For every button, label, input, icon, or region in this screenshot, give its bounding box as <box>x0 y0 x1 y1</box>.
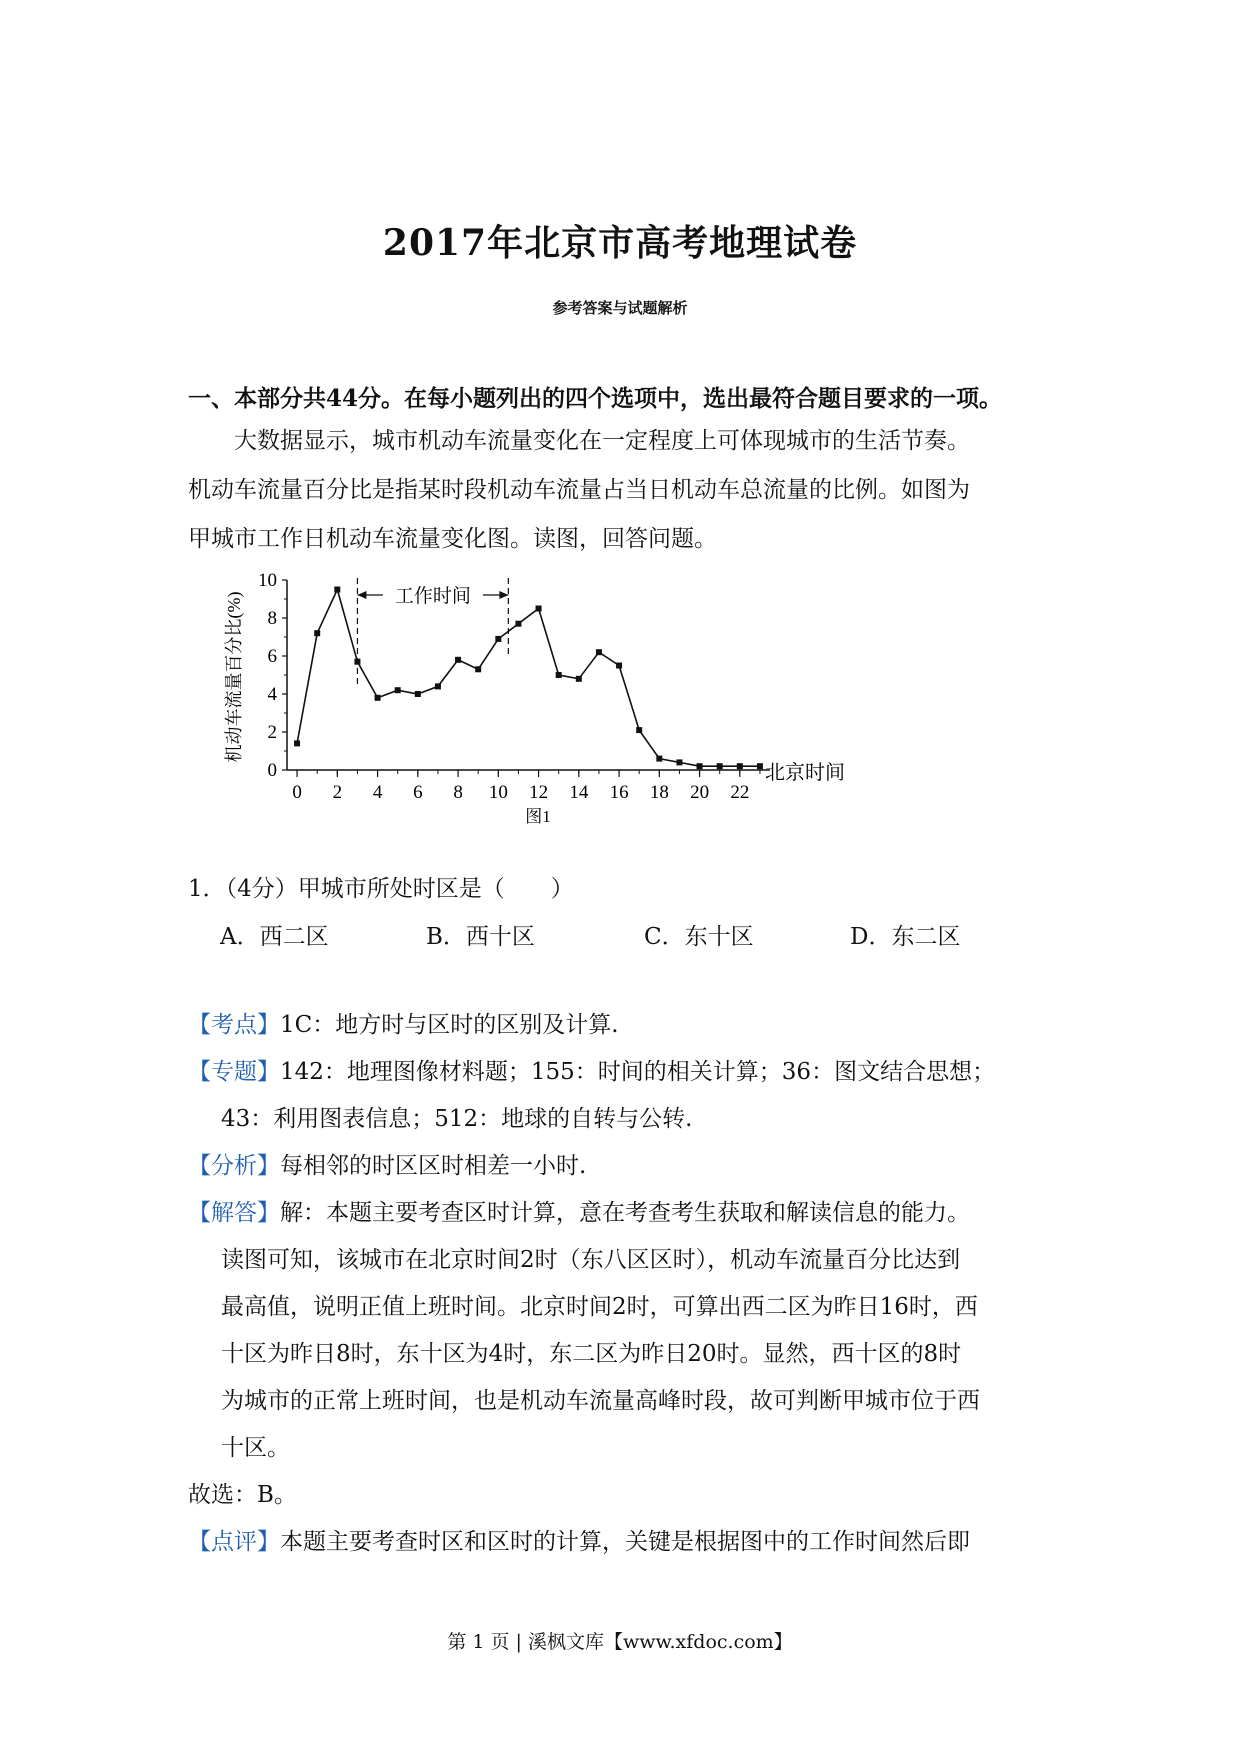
y-tick-label: 8 <box>267 608 277 629</box>
x-tick-label: 20 <box>690 782 710 803</box>
y-tick-label: 10 <box>258 570 277 591</box>
data-point <box>415 691 421 697</box>
data-point <box>294 740 300 746</box>
annotation-label: 工作时间 <box>394 586 471 607</box>
zhuanti-row <box>188 1049 1068 1096</box>
y-tick-label: 4 <box>267 684 277 705</box>
data-point <box>375 695 381 701</box>
data-point <box>334 587 340 593</box>
x-tick-label: 2 <box>332 782 343 803</box>
intro-line: 大数据显示，城市机动车流量变化在一定程度上可体现城市的生活节奏。 <box>234 428 970 454</box>
x-tick-label: 0 <box>292 782 302 803</box>
y-axis-label: 机动车流量百分比(%) <box>224 591 244 763</box>
intro-paragraph <box>188 417 1068 564</box>
data-point <box>697 763 703 769</box>
x-tick-label: 12 <box>529 782 549 803</box>
data-point <box>435 683 441 689</box>
x-tick-label: 6 <box>413 782 423 803</box>
intro-line: 机动车流量百分比是指某时段机动车流量占当日机动车总流量的比例。如图为 <box>188 477 970 503</box>
x-tick-label: 14 <box>569 782 589 803</box>
data-point <box>495 636 501 642</box>
fenxi-row <box>188 1143 1068 1190</box>
y-tick-label: 6 <box>267 646 277 667</box>
x-tick-label: 10 <box>488 782 508 803</box>
jieda-text-cont: 十区为昨日8时，东十区为4时，东二区为昨日20时。显然，西十区的8时 <box>221 1341 962 1367</box>
data-point <box>475 666 481 672</box>
section-heading: 一、本部分共44分。在每小题列出的四个选项中，选出最符合题目要求的一项。 <box>188 385 1003 412</box>
zhuanti-text-cont: 43：利用图表信息；512：地球的自转与公转. <box>221 1106 693 1132</box>
jieda-tag: 【解答】 <box>188 1200 280 1226</box>
x-tick-label: 8 <box>453 782 463 803</box>
chart-series <box>294 587 763 770</box>
data-point <box>314 630 320 636</box>
x-tick-label: 4 <box>372 782 383 803</box>
data-point <box>455 657 461 663</box>
dianping-tag: 【点评】 <box>188 1529 280 1555</box>
dianping-text: 本题主要考查时区和区时的计算，关键是根据图中的工作时间然后即 <box>280 1529 970 1555</box>
arrowhead-left <box>357 591 366 599</box>
kaodian-row <box>188 1002 1068 1049</box>
arrowhead-right <box>499 591 508 599</box>
page-footer: 第 1 页 | 溪枫文库【www.xfdoc.com】 <box>447 1631 793 1653</box>
data-point <box>616 663 622 669</box>
question-stem: 1．（4分）甲城市所处时区是（ ） <box>188 876 574 902</box>
zhuanti-tag: 【专题】 <box>188 1059 280 1085</box>
y-tick-label: 0 <box>267 760 277 781</box>
page-title: 2017年北京市高考地理试卷 <box>382 222 858 264</box>
page-subtitle: 参考答案与试题解析 <box>552 299 688 317</box>
x-axis-label: 北京时间 <box>765 762 845 784</box>
fenxi-text: 每相邻的时区区时相差一小时. <box>280 1153 587 1179</box>
fenxi-tag: 【分析】 <box>188 1153 280 1179</box>
data-point <box>757 763 763 769</box>
jieda-text-cont: 十区。 <box>221 1435 290 1461</box>
option-a: A．西二区 <box>220 924 329 950</box>
zhuanti-text: 142：地理图像材料题；155：时间的相关计算；36：图文结合思想； <box>280 1059 996 1085</box>
intro-line: 甲城市工作日机动车流量变化图。读图，回答问题。 <box>188 526 717 552</box>
y-tick-label: 2 <box>267 722 277 743</box>
traffic-flow-chart <box>220 560 900 830</box>
answer-line: 故选：B。 <box>188 1482 297 1508</box>
jieda-text-cont: 读图可知，该城市在北京时间2时（东八区区时），机动车流量百分比达到 <box>221 1247 961 1273</box>
data-point <box>656 756 662 762</box>
chart-caption: 图1 <box>525 807 551 826</box>
option-b: B．西十区 <box>426 924 535 950</box>
jieda-row <box>188 1190 1068 1237</box>
data-point <box>636 727 642 733</box>
kaodian-text: 1C：地方时与区时的区别及计算. <box>280 1012 619 1038</box>
data-point <box>556 672 562 678</box>
data-point <box>737 763 743 769</box>
dianping-row <box>188 1519 1068 1566</box>
data-point <box>717 763 723 769</box>
kaodian-tag: 【考点】 <box>188 1012 280 1038</box>
option-c: C．东十区 <box>644 924 754 950</box>
data-point <box>395 687 401 693</box>
option-d: D．东二区 <box>850 924 961 950</box>
jieda-text-cont: 为城市的正常上班时间，也是机动车流量高峰时段，故可判断甲城市位于西 <box>221 1388 980 1414</box>
answer-analysis <box>188 1002 1068 1566</box>
x-tick-label: 16 <box>609 782 629 803</box>
data-point <box>515 621 521 627</box>
chart-ticks <box>258 570 760 803</box>
x-tick-label: 22 <box>730 782 750 803</box>
chart-axes <box>287 580 770 770</box>
jieda-text-cont: 最高值，说明正值上班时间。北京时间2时，可算出西二区为昨日16时，西 <box>221 1294 978 1320</box>
x-tick-label: 18 <box>649 782 669 803</box>
data-point <box>596 649 602 655</box>
data-point <box>576 676 582 682</box>
data-point <box>676 759 682 765</box>
data-point <box>536 606 542 612</box>
series-line <box>297 590 760 767</box>
jieda-text: 解：本题主要考查区时计算，意在考查考生获取和解读信息的能力。 <box>280 1200 970 1226</box>
chart-annotation <box>357 578 508 685</box>
